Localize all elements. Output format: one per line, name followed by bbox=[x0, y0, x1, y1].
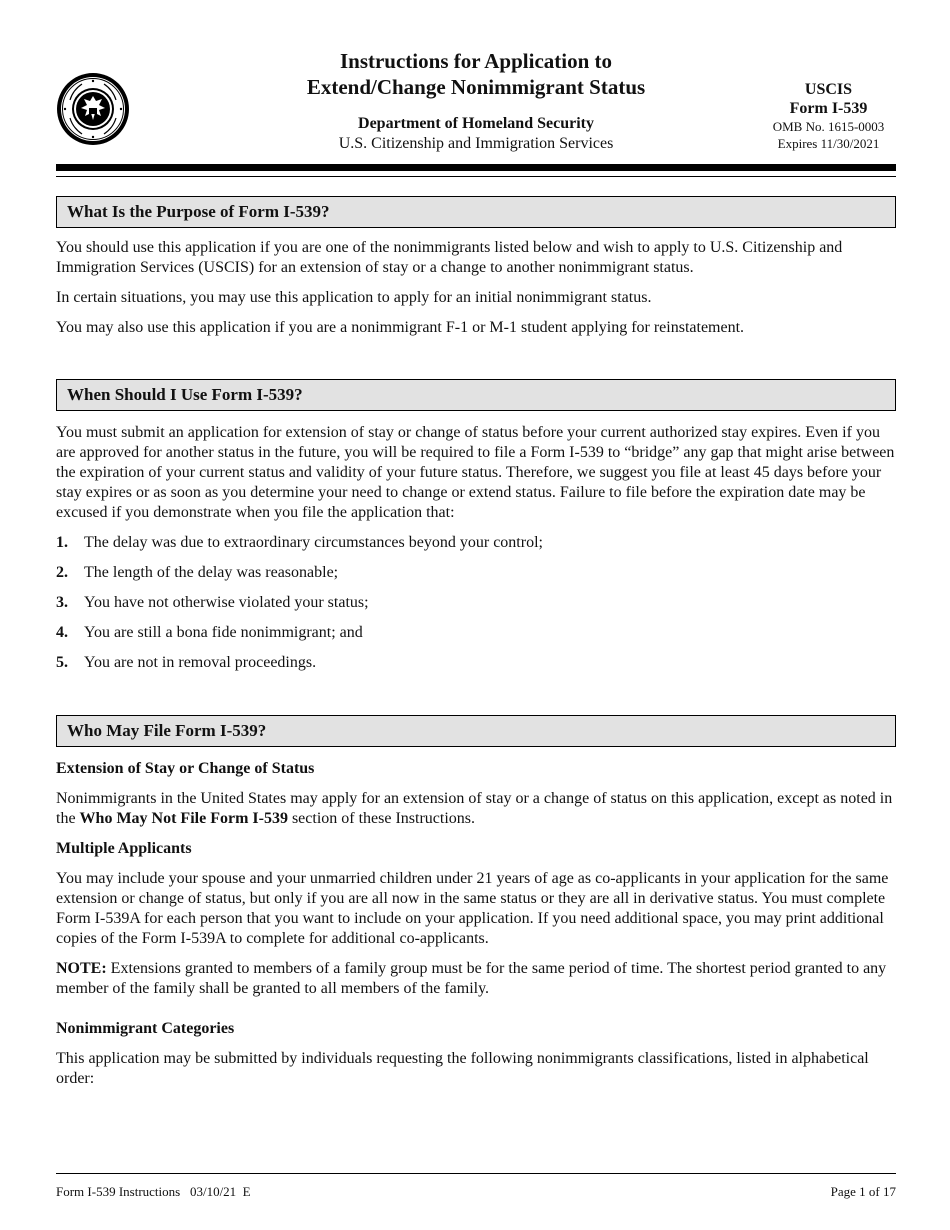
list-item bbox=[56, 593, 896, 613]
note-text: Extensions granted to members of a family group must be for the same period of time. The shortest period granted to any member of the family shall be granted to all members of the family. bbox=[56, 960, 887, 997]
header-rule-thick bbox=[56, 164, 896, 171]
list-item-number: 3. bbox=[56, 594, 68, 611]
who-may-not-file-reference: Who May Not File Form I-539 bbox=[79, 810, 288, 827]
section-heading-when: When Should I Use Form I-539? bbox=[56, 379, 896, 411]
list-item-text: The length of the delay was reasonable; bbox=[84, 564, 339, 581]
header-rule-thin bbox=[56, 176, 896, 177]
list-item-number: 1. bbox=[56, 534, 68, 551]
conditions-list bbox=[56, 533, 896, 673]
list-item-number: 2. bbox=[56, 564, 68, 581]
footer-page-number: Page 1 of 17 bbox=[830, 1184, 896, 1199]
purpose-paragraph-2: In certain situations, you may use this application to apply for an initial nonimmigrant status. bbox=[56, 289, 652, 306]
list-item bbox=[56, 623, 896, 643]
subheading-nonimmigrant-categories: Nonimmigrant Categories bbox=[56, 1020, 235, 1037]
list-item bbox=[56, 563, 896, 583]
document-title-line2: Extend/Change Nonimmigrant Status bbox=[306, 75, 646, 99]
purpose-paragraph-1: You should use this application if you are one of the nonimmigrants listed below and wish to apply to U.S. Citizenship and Immigration Services (USCIS) for an extension of stay or a change to another nonimmigrant status. bbox=[56, 239, 843, 276]
form-id-block bbox=[761, 80, 896, 152]
subheading-extension: Extension of Stay or Change of Status bbox=[56, 760, 315, 777]
who-paragraph-1 bbox=[56, 789, 896, 829]
who-paragraph-2: You may include your spouse and your unmarried children under 21 years of age as co-applicants in your application for the same extension or change of status, but only if you are all now in the same status or they are all in derivative status. You must complete Form I-539A for each person that you want to include on your application. If you need additional space, you may print additional copies of the Form I-539A to complete for additional co-applicants. bbox=[56, 870, 889, 947]
form-agency: USCIS bbox=[804, 81, 853, 98]
note-label: NOTE: bbox=[56, 960, 107, 977]
who-paragraph-1-text-a: Nonimmigrants in the United States may apply for an extension of stay or a change of status on this application, except as noted in the bbox=[56, 790, 893, 827]
agency-name: Department of Homeland Security bbox=[358, 115, 594, 132]
title-block bbox=[231, 48, 721, 154]
subagency-name: U.S. Citizenship and Immigration Services bbox=[338, 135, 614, 152]
dhs-seal-icon bbox=[56, 72, 130, 146]
purpose-paragraph-3: You may also use this application if you are a nonimmigrant F-1 or M-1 student applying for reinstatement. bbox=[56, 319, 745, 336]
list-item-text: You are still a bona fide nonimmigrant; and bbox=[84, 624, 363, 641]
form-number: Form I-539 bbox=[789, 100, 868, 117]
omb-number: OMB No. 1615-0003 bbox=[772, 119, 885, 134]
who-paragraph-3: This application may be submitted by individuals requesting the following nonimmigrants classifications, listed in alphabetical order: bbox=[56, 1050, 869, 1087]
who-paragraph-1-text-b: section of these Instructions. bbox=[287, 810, 476, 827]
document-body bbox=[56, 196, 896, 1089]
list-item bbox=[56, 653, 896, 673]
list-item-number: 4. bbox=[56, 624, 68, 641]
list-item-text: The delay was due to extraordinary circumstances beyond your control; bbox=[84, 534, 543, 551]
list-item-number: 5. bbox=[56, 654, 68, 671]
when-paragraph-1: You must submit an application for extension of stay or change of status before your current authorized stay expires. Even if you are approved for another status in the future, you will be required to file a Form I-539 to “bridge” any gap that might arise between the expiration of your current status and validity of your future status. Therefore, we suggest you file at least 45 days before your stay expires or as soon as you determine your need to change or extend status. Failure to file before the expiration date may be excused if you demonstrate when you file the application that: bbox=[56, 424, 895, 521]
list-item-text: You are not in removal proceedings. bbox=[84, 654, 317, 671]
footer-form-edition: Form I-539 Instructions 03/10/21 E bbox=[56, 1184, 251, 1199]
list-item-text: You have not otherwise violated your status; bbox=[84, 594, 369, 611]
document-title-line1: Instructions for Application to bbox=[339, 49, 613, 73]
section-heading-who: Who May File Form I-539? bbox=[56, 715, 896, 747]
note-paragraph bbox=[56, 959, 896, 999]
expiration-date: Expires 11/30/2021 bbox=[777, 136, 880, 151]
document-header bbox=[56, 46, 896, 158]
section-heading-purpose: What Is the Purpose of Form I-539? bbox=[56, 196, 896, 228]
subheading-multiple-applicants: Multiple Applicants bbox=[56, 840, 192, 857]
list-item bbox=[56, 533, 896, 553]
footer-rule bbox=[56, 1173, 896, 1174]
